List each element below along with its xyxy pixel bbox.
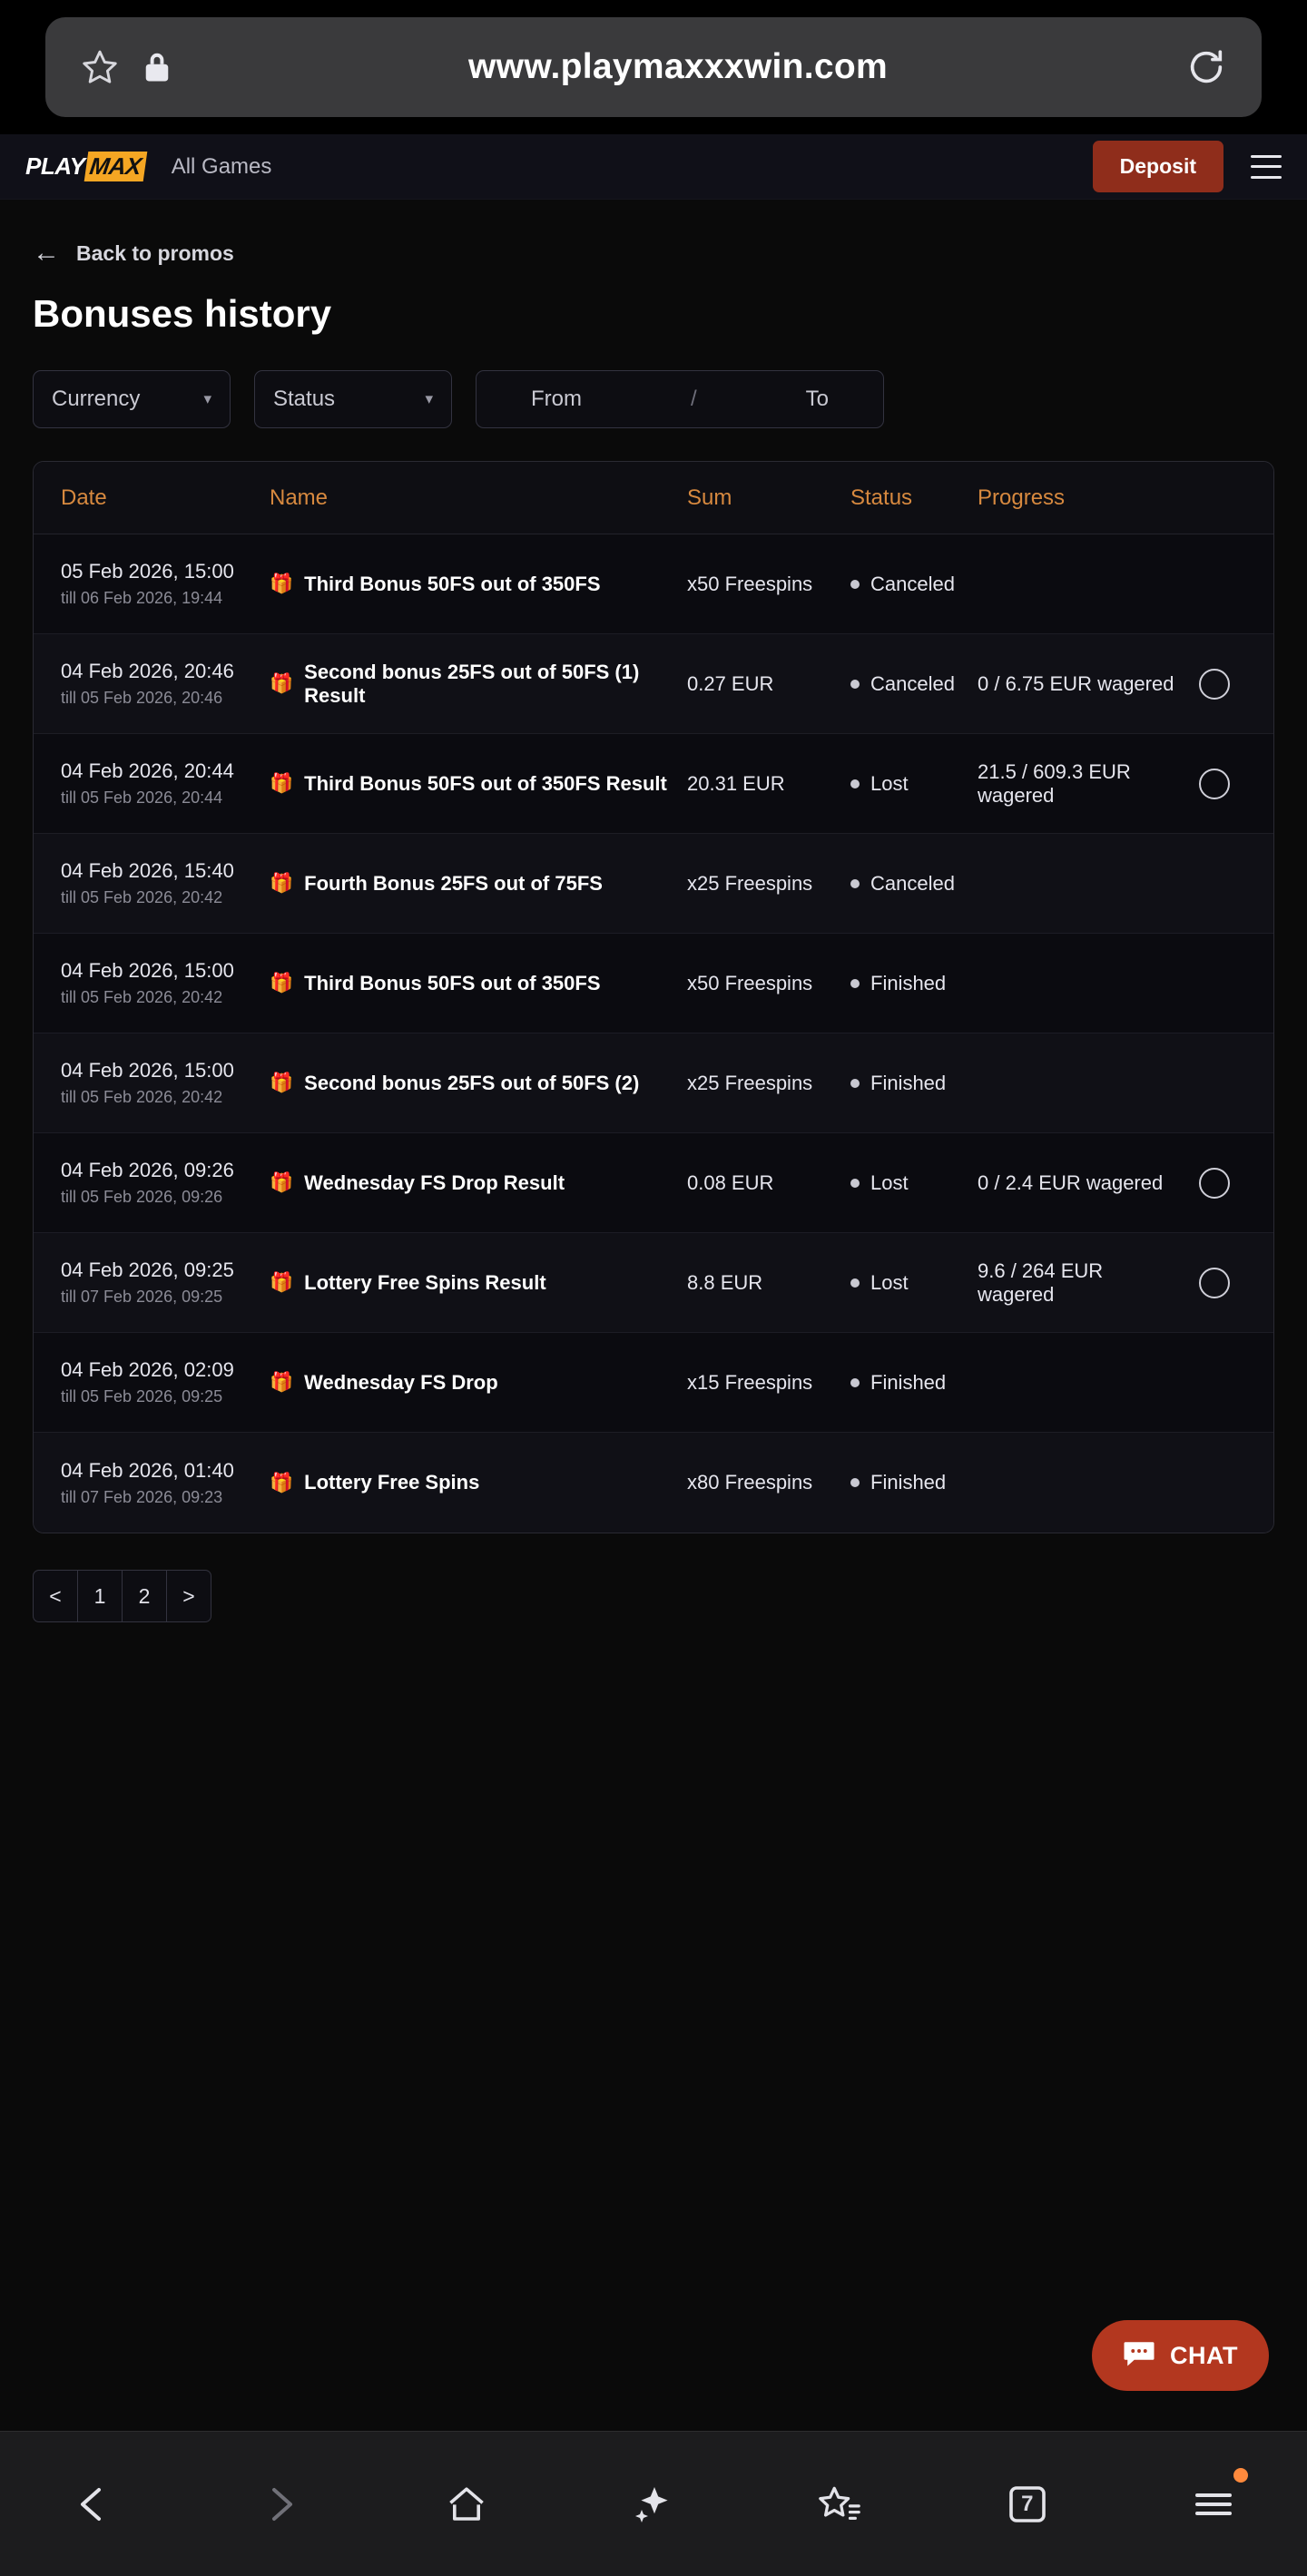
row-sum: 0.27 EUR — [687, 671, 774, 695]
hamburger-icon[interactable] — [1251, 155, 1282, 179]
row-date-main: 04 Feb 2026, 20:46 — [61, 660, 234, 682]
gift-icon: 🎁 — [270, 873, 294, 894]
row-date — [61, 859, 270, 907]
pagination — [33, 1570, 1274, 1622]
row-progress: 21.5 / 609.3 EUR wagered — [978, 759, 1131, 807]
status-dot-icon — [850, 1278, 860, 1288]
row-date — [61, 959, 270, 1007]
table-row[interactable] — [34, 734, 1273, 834]
browser-bottom-bar — [0, 2431, 1307, 2576]
currency-select-value: Currency — [52, 387, 141, 411]
row-status-label: Canceled — [870, 671, 955, 695]
gift-icon: 🎁 — [270, 673, 294, 694]
row-date-sub: till 06 Feb 2026, 19:44 — [61, 589, 223, 607]
gift-icon: 🎁 — [270, 1272, 294, 1293]
row-status-label: Finished — [870, 1370, 947, 1394]
row-sum: x50 Freespins — [687, 572, 813, 595]
row-sum: x15 Freespins — [687, 1370, 813, 1394]
row-status — [850, 1371, 978, 1395]
date-to-field[interactable]: To — [805, 387, 829, 411]
row-status — [850, 1072, 978, 1095]
row-date-main: 04 Feb 2026, 01:40 — [61, 1458, 234, 1482]
row-info-button[interactable] — [1199, 1268, 1230, 1298]
row-name-label: Third Bonus 50FS out of 350FS Result — [304, 771, 667, 795]
row-date-sub: till 05 Feb 2026, 09:26 — [61, 1188, 223, 1206]
row-info-button[interactable] — [1199, 669, 1230, 700]
row-date-sub: till 07 Feb 2026, 09:25 — [61, 1288, 223, 1306]
row-date — [61, 1059, 270, 1107]
chevron-down-icon: ▾ — [203, 390, 211, 407]
chevron-down-icon: ▾ — [425, 390, 433, 407]
notification-dot-icon — [1233, 2468, 1248, 2483]
row-date-main: 04 Feb 2026, 09:25 — [61, 1259, 234, 1281]
browser-menu-button[interactable] — [1192, 2483, 1235, 2526]
bonuses-history-table — [33, 461, 1274, 1533]
header-actions — [1093, 141, 1282, 192]
column-header-progress: Progress — [978, 485, 1066, 510]
row-date-main: 04 Feb 2026, 15:00 — [61, 959, 234, 982]
row-status — [850, 772, 978, 796]
table-row[interactable] — [34, 634, 1273, 734]
row-status — [850, 872, 978, 896]
table-row[interactable] — [34, 1433, 1273, 1533]
table-row[interactable] — [34, 1233, 1273, 1333]
gift-icon: 🎁 — [270, 573, 294, 594]
column-header-name: Name — [270, 485, 329, 510]
row-date-sub: till 05 Feb 2026, 09:25 — [61, 1387, 223, 1406]
row-status — [850, 972, 978, 995]
row-action — [1183, 1268, 1246, 1298]
pagination-page-2[interactable]: 2 — [122, 1570, 167, 1622]
gift-icon: 🎁 — [270, 1472, 294, 1494]
pagination-prev[interactable]: < — [33, 1570, 78, 1622]
row-name — [270, 1171, 687, 1195]
table-row[interactable] — [34, 934, 1273, 1033]
row-status-label: Finished — [870, 1471, 947, 1494]
row-name-label: Second bonus 25FS out of 50FS (1) Result — [304, 660, 640, 707]
column-header-status: Status — [850, 485, 913, 510]
browser-toolbar — [0, 0, 1307, 134]
row-name — [270, 872, 687, 896]
row-date-main: 04 Feb 2026, 20:44 — [61, 759, 234, 782]
row-progress: 9.6 / 264 EUR wagered — [978, 1259, 1104, 1306]
row-date-main: 04 Feb 2026, 09:26 — [61, 1159, 234, 1181]
row-date — [61, 1159, 270, 1207]
row-name-label: Second bonus 25FS out of 50FS (2) — [304, 1071, 640, 1094]
row-name-label: Third Bonus 50FS out of 350FS — [304, 971, 601, 994]
row-date — [61, 1459, 270, 1507]
status-dot-icon — [850, 1378, 860, 1387]
table-header-row — [34, 462, 1273, 534]
tabs-count: 7 — [1021, 2491, 1034, 2516]
row-status-label: Lost — [870, 771, 909, 795]
date-separator: / — [690, 387, 697, 411]
row-sum: x25 Freespins — [687, 1071, 813, 1094]
filters-bar — [33, 370, 1274, 428]
url-text[interactable]: www.playmaxxxwin.com — [468, 47, 888, 86]
row-progress: 0 / 6.75 EUR wagered — [978, 671, 1174, 695]
status-dot-icon — [850, 1179, 860, 1188]
chat-bubble-icon — [1123, 2340, 1155, 2372]
row-date-sub: till 05 Feb 2026, 20:42 — [61, 1088, 223, 1106]
nav-forward-button[interactable] — [258, 2483, 301, 2526]
row-status — [850, 1471, 978, 1494]
status-dot-icon — [850, 879, 860, 888]
site-logo[interactable] — [25, 152, 146, 181]
star-icon[interactable] — [80, 47, 120, 87]
row-sum: 20.31 EUR — [687, 771, 785, 795]
row-name-label: Wednesday FS Drop — [304, 1370, 498, 1394]
gift-icon: 🎁 — [270, 773, 294, 794]
bookmarks-icon[interactable] — [817, 2483, 862, 2526]
table-row[interactable] — [34, 534, 1273, 634]
reload-icon[interactable] — [1185, 46, 1227, 88]
row-date-main: 04 Feb 2026, 02:09 — [61, 1358, 234, 1381]
row-sum: x25 Freespins — [687, 871, 813, 895]
table-row[interactable] — [34, 1033, 1273, 1133]
status-dot-icon — [850, 979, 860, 988]
date-range-picker[interactable] — [476, 370, 884, 428]
chat-label: CHAT — [1170, 2341, 1238, 2369]
status-select-value: Status — [273, 387, 336, 411]
row-name — [270, 772, 687, 796]
status-select[interactable] — [254, 370, 452, 428]
row-action — [1183, 769, 1246, 799]
column-header-sum: Sum — [687, 485, 732, 510]
row-date-sub: till 05 Feb 2026, 20:46 — [61, 689, 223, 707]
sparkle-icon[interactable] — [631, 2483, 674, 2526]
main-content — [0, 200, 1307, 2431]
row-name-label: Wednesday FS Drop Result — [304, 1170, 565, 1194]
back-to-promos-label: Back to promos — [76, 240, 234, 265]
row-sum: 0.08 EUR — [687, 1170, 774, 1194]
row-date-main: 04 Feb 2026, 15:40 — [61, 859, 234, 882]
url-bar[interactable] — [45, 17, 1262, 117]
status-dot-icon — [850, 779, 860, 788]
pagination-page-1[interactable]: 1 — [77, 1570, 123, 1622]
row-date-main: 05 Feb 2026, 15:00 — [61, 560, 234, 583]
row-name-label: Third Bonus 50FS out of 350FS — [304, 572, 601, 595]
row-action — [1183, 1168, 1246, 1199]
row-sum: x80 Freespins — [687, 1471, 813, 1494]
gift-icon: 🎁 — [270, 1172, 294, 1193]
row-date — [61, 1358, 270, 1406]
row-name — [270, 1271, 687, 1295]
row-status — [850, 573, 978, 596]
arrow-left-icon: ← — [33, 238, 60, 268]
column-header-date: Date — [61, 485, 107, 510]
row-date — [61, 660, 270, 708]
site-header — [0, 134, 1307, 200]
row-name — [270, 573, 687, 596]
row-status — [850, 1271, 978, 1295]
table-row[interactable] — [34, 1333, 1273, 1433]
row-sum: x50 Freespins — [687, 971, 813, 994]
row-status-label: Lost — [870, 1270, 909, 1294]
row-name — [270, 1371, 687, 1395]
row-status-label: Finished — [870, 1071, 947, 1094]
row-date — [61, 759, 270, 808]
row-sum: 8.8 EUR — [687, 1270, 763, 1294]
logo-play-text: PLAY — [25, 152, 85, 180]
row-status-label: Lost — [870, 1170, 909, 1194]
table-row[interactable] — [34, 834, 1273, 934]
row-name — [270, 972, 687, 995]
status-dot-icon — [850, 1478, 860, 1487]
row-info-button[interactable] — [1199, 769, 1230, 799]
logo-max-text: MAX — [84, 152, 148, 181]
row-name — [270, 661, 687, 708]
gift-icon: 🎁 — [270, 1372, 294, 1393]
row-date-main: 04 Feb 2026, 15:00 — [61, 1059, 234, 1082]
row-status — [850, 1171, 978, 1195]
row-name-label: Lottery Free Spins Result — [304, 1270, 546, 1294]
row-name — [270, 1072, 687, 1095]
table-row[interactable] — [34, 1133, 1273, 1233]
gift-icon: 🎁 — [270, 1073, 294, 1093]
gift-icon: 🎁 — [270, 973, 294, 994]
currency-select[interactable] — [33, 370, 231, 428]
tabs-button[interactable] — [1006, 2483, 1049, 2526]
date-from-field[interactable]: From — [530, 387, 582, 411]
row-name-label: Fourth Bonus 25FS out of 75FS — [304, 871, 603, 895]
row-date — [61, 1259, 270, 1307]
row-action — [1183, 669, 1246, 700]
row-date-sub: till 07 Feb 2026, 09:23 — [61, 1487, 223, 1506]
lock-icon — [143, 51, 171, 83]
row-status-label: Canceled — [870, 871, 955, 895]
nav-back-button[interactable] — [72, 2483, 115, 2526]
row-date-sub: till 05 Feb 2026, 20:44 — [61, 788, 223, 807]
chat-button[interactable] — [1092, 2320, 1269, 2391]
page-title: Bonuses history — [33, 292, 332, 335]
row-status — [850, 672, 978, 696]
row-info-button[interactable] — [1199, 1168, 1230, 1199]
row-progress: 0 / 2.4 EUR wagered — [978, 1170, 1164, 1194]
deposit-button[interactable]: Deposit — [1093, 141, 1223, 192]
status-dot-icon — [850, 580, 860, 589]
status-dot-icon — [850, 680, 860, 689]
row-name-label: Lottery Free Spins — [304, 1471, 480, 1494]
pagination-next[interactable]: > — [166, 1570, 211, 1622]
row-date-sub: till 05 Feb 2026, 20:42 — [61, 888, 223, 906]
row-status-label: Canceled — [870, 572, 955, 595]
home-icon[interactable] — [445, 2483, 488, 2526]
row-date — [61, 560, 270, 608]
nav-all-games[interactable]: All Games — [171, 153, 272, 179]
row-date-sub: till 05 Feb 2026, 20:42 — [61, 988, 223, 1006]
status-dot-icon — [850, 1079, 860, 1088]
row-status-label: Finished — [870, 971, 947, 994]
back-to-promos-link[interactable] — [33, 240, 1274, 267]
row-name — [270, 1471, 687, 1494]
